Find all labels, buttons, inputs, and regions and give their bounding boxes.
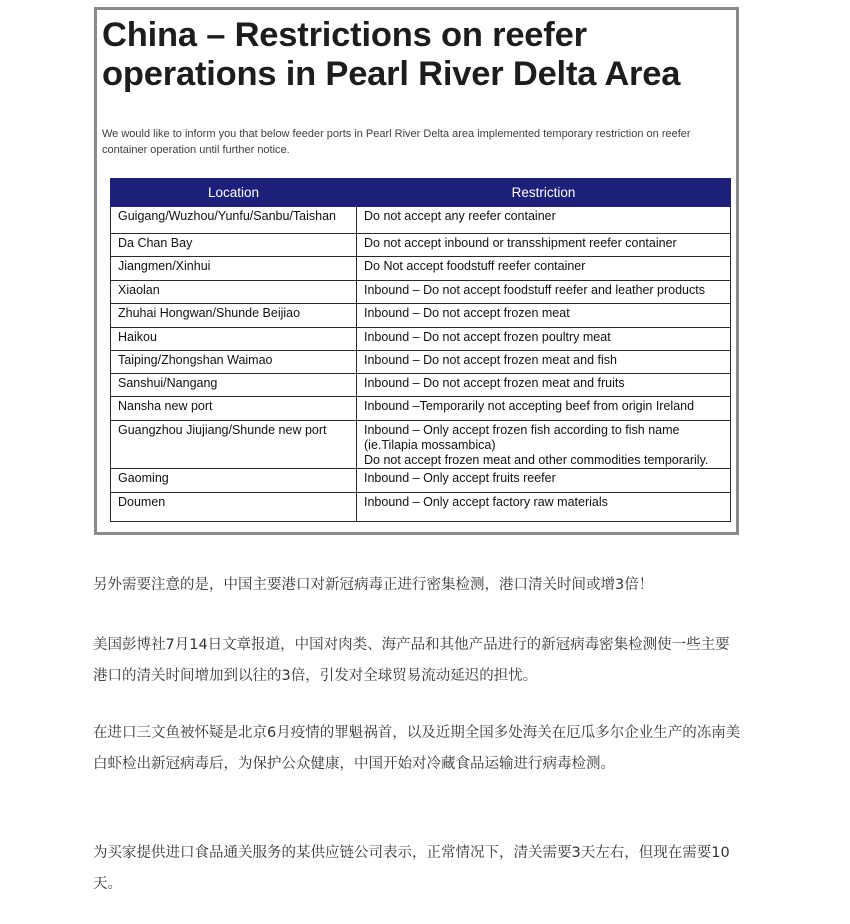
- table-row: [111, 469, 731, 493]
- restriction-text: Do not accept frozen meat and other commodities temporarily.: [364, 453, 709, 467]
- location-cell: Gaoming: [111, 469, 357, 493]
- table-row: [111, 281, 731, 304]
- restriction-cell: [357, 351, 731, 374]
- notice-intro: We would like to inform you that below feeder ports in Pearl River Delta area implemented temporary restriction on reefer container operation until further notice.: [102, 128, 691, 156]
- restriction-text: Inbound – Only accept fruits reefer: [364, 471, 556, 485]
- location-cell: Da Chan Bay: [111, 234, 357, 257]
- article-paragraph: 美国彭博社7月14日文章报道，中国对肉类、海产品和其他产品进行的新冠病毒密集检测使一些主要港口的清关时间增加到以往的3倍，引发对全球贸易流动延迟的担忧。: [93, 637, 730, 684]
- article-paragraph: 在进口三文鱼被怀疑是北京6月疫情的罪魁祸首，以及近期全国多处海关在厄瓜多尔企业生产的冻南美白虾检出新冠病毒后，为保护公众健康，中国开始对冷藏食品运输进行病毒检测。: [93, 725, 741, 772]
- location-cell: Guangzhou Jiujiang/Shunde new port: [111, 421, 357, 469]
- column-header-location: Location: [111, 179, 357, 207]
- restriction-text: Inbound – Do not accept frozen meat: [364, 306, 570, 320]
- restrictions-table: [110, 178, 731, 522]
- restriction-text: Do not accept inbound or transshipment reefer container: [364, 236, 677, 250]
- table-row: [111, 328, 731, 351]
- table-row: [111, 234, 731, 257]
- restriction-text: Inbound – Do not accept frozen meat and fruits: [364, 376, 625, 390]
- table-row: [111, 374, 731, 397]
- restrictions-body: [111, 207, 731, 522]
- location-cell: Xiaolan: [111, 281, 357, 304]
- restriction-text: Do not accept any reefer container: [364, 209, 556, 223]
- restriction-cell: [357, 421, 731, 469]
- table-row: [111, 493, 731, 522]
- restriction-cell: [357, 493, 731, 522]
- restriction-cell: [357, 328, 731, 351]
- restriction-text: Do Not accept foodstuff reefer container: [364, 259, 586, 273]
- restriction-cell: [357, 281, 731, 304]
- restriction-cell: [357, 234, 731, 257]
- table-row: [111, 304, 731, 328]
- location-cell: Doumen: [111, 493, 357, 522]
- restriction-text: Inbound – Only accept frozen fish according to fish name: [364, 423, 680, 437]
- notice-title-line-2: operations in Pearl River Delta Area: [102, 55, 681, 93]
- notice-image: [94, 7, 739, 535]
- column-header-restriction: Restriction: [357, 179, 731, 207]
- location-cell: Guigang/Wuzhou/Yunfu/Sanbu/Taishan: [111, 207, 357, 234]
- table-row: [111, 207, 731, 234]
- notice-title-line-1: China – Restrictions on reefer: [102, 16, 587, 54]
- restriction-text: (ie.Tilapia mossambica): [364, 438, 496, 452]
- restriction-text: Inbound – Do not accept frozen meat and fish: [364, 353, 617, 367]
- notice-title: [102, 16, 680, 94]
- location-cell: Jiangmen/Xinhui: [111, 257, 357, 281]
- restriction-text: Inbound – Only accept factory raw materials: [364, 495, 608, 509]
- article-paragraph: 另外需要注意的是，中国主要港口对新冠病毒正进行密集检测，港口清关时间或增3倍！: [93, 577, 654, 593]
- restriction-cell: [357, 469, 731, 493]
- table-row: [111, 421, 731, 469]
- restriction-cell: [357, 304, 731, 328]
- table-row: [111, 397, 731, 421]
- restriction-cell: [357, 207, 731, 234]
- article-paragraph: 为买家提供进口食品通关服务的某供应链公司表示，正常情况下，清关需要3天左右，但现在需要10天。: [93, 845, 730, 892]
- restriction-text: Inbound – Do not accept foodstuff reefer and leather products: [364, 283, 705, 297]
- restriction-cell: [357, 257, 731, 281]
- restriction-text: Inbound – Do not accept frozen poultry meat: [364, 330, 611, 344]
- location-cell: Haikou: [111, 328, 357, 351]
- location-cell: Zhuhai Hongwan/Shunde Beijiao: [111, 304, 357, 328]
- table-header-row: [111, 179, 731, 207]
- location-cell: Taiping/Zhongshan Waimao: [111, 351, 357, 374]
- restriction-cell: [357, 397, 731, 421]
- table-row: [111, 351, 731, 374]
- restriction-text: Inbound –Temporarily not accepting beef from origin Ireland: [364, 399, 695, 413]
- location-cell: Nansha new port: [111, 397, 357, 421]
- table-row: [111, 257, 731, 281]
- location-cell: Sanshui/Nangang: [111, 374, 357, 397]
- restriction-cell: [357, 374, 731, 397]
